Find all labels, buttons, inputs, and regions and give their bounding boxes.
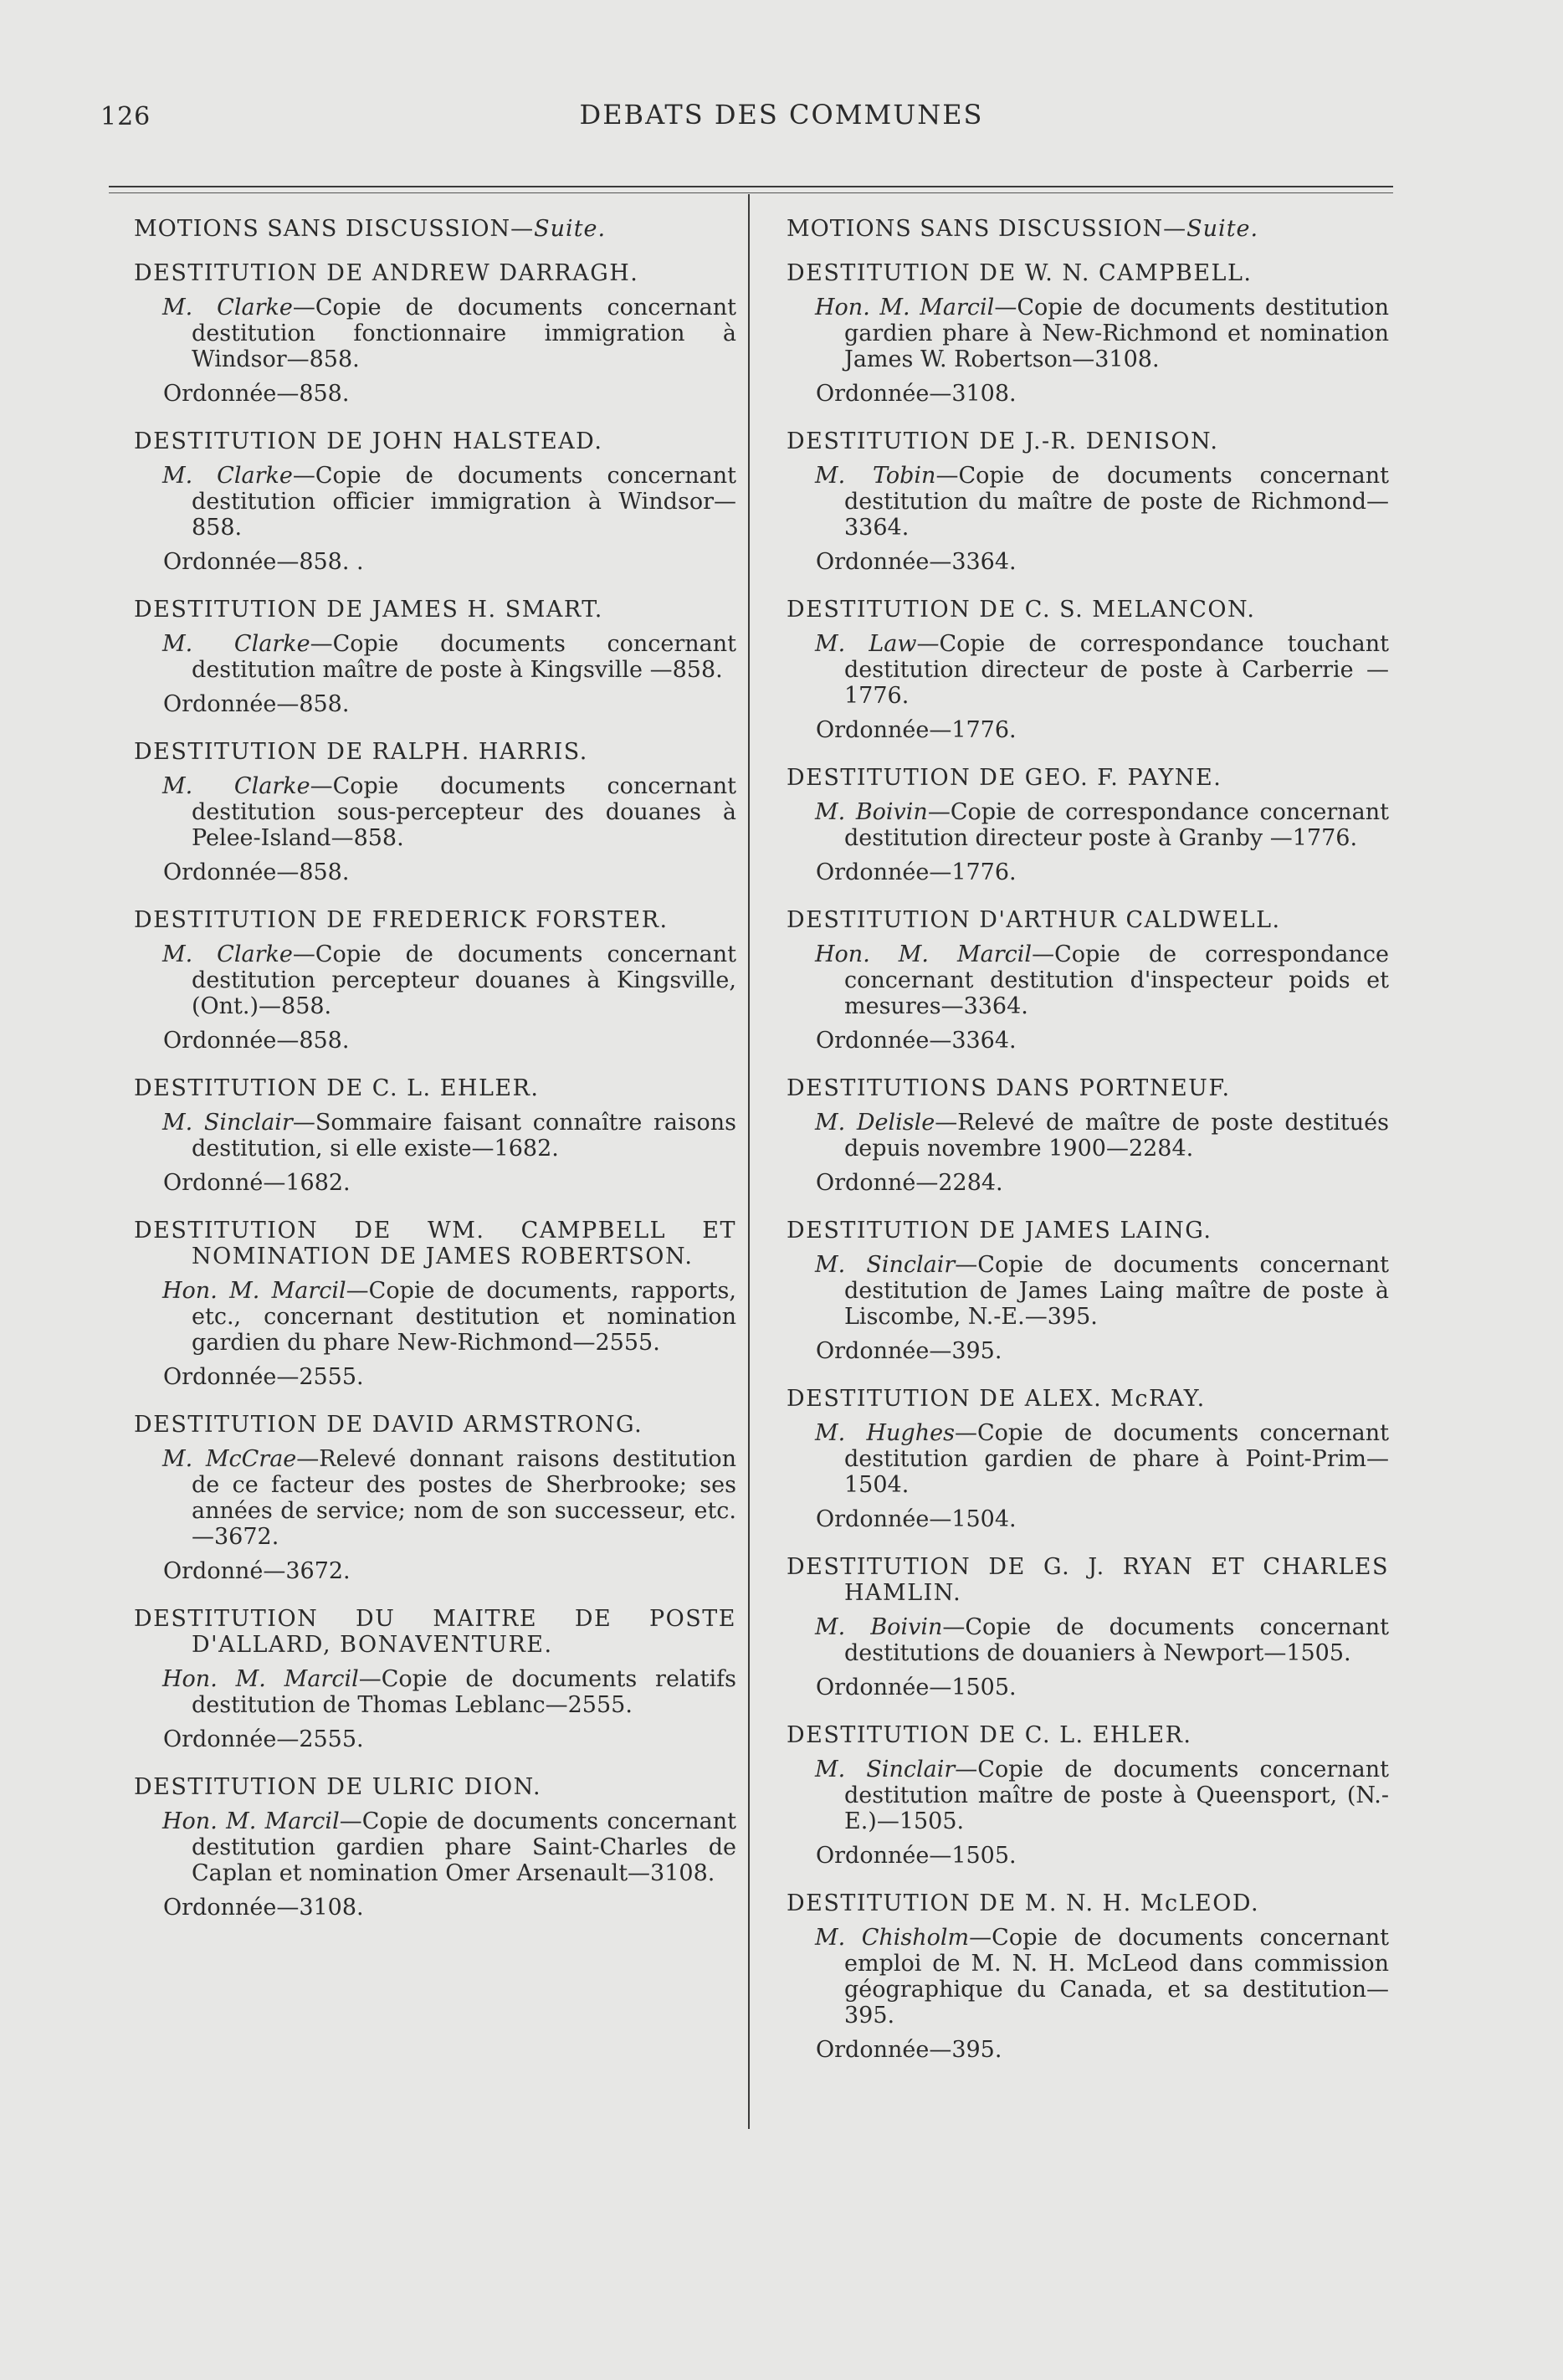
motion-entry	[787, 1218, 1389, 1364]
entry-motion	[134, 1446, 736, 1550]
entry-motion	[787, 1110, 1389, 1162]
speaker-name: M. Law	[815, 631, 917, 657]
entry-title: DESTITUTION DE ULRIC DION.	[134, 1774, 542, 1800]
order-line: Ordonnée—3108.	[163, 1895, 364, 1921]
motion-text: —Copie de correspondance concernant destitution d'inspecteur poids et mesures—3364.	[844, 941, 1389, 1019]
right-column	[787, 216, 1389, 2085]
motion-text: —Copie de documents concernant destitution officier immigration à Windsor—858.	[192, 463, 736, 541]
speaker-name: M. Sinclair	[815, 1252, 956, 1278]
entry-title: DESTITUTION DE ALEX. McRAY.	[787, 1386, 1206, 1412]
motion-entry	[134, 1774, 736, 1921]
motion-text: —Relevé donnant raisons destitution de ce facteur des postes de Sherbrooke; ses années de service; nom de son successeur, etc.—3672.	[192, 1446, 736, 1550]
motion-entry	[134, 1075, 736, 1196]
column-heading: MOTIONS SANS DISCUSSION—Suite.	[134, 216, 607, 242]
left-entries	[134, 260, 736, 1921]
motion-text: —Copie documents concernant destitution sous-percepteur des douanes à Pelee-Island—858.	[192, 773, 737, 851]
order-line: Ordonnée—3364.	[816, 549, 1017, 575]
entry-motion	[787, 631, 1389, 709]
entry-title: DESTITUTION DE JAMES LAING.	[787, 1218, 1212, 1244]
speaker-name: M. McCrae	[162, 1446, 297, 1472]
speaker-name: Hon. M. Marcil	[162, 1278, 346, 1304]
motion-text: —Copie de documents concernant destitution du maître de poste de Richmond—3364.	[844, 463, 1389, 541]
motion-entry	[787, 1722, 1389, 1869]
motion-entry	[134, 907, 736, 1054]
speaker-name: M. Clarke	[162, 463, 293, 489]
entry-title: DESTITUTION DE JOHN HALSTEAD.	[134, 428, 603, 454]
motion-text: —Copie de correspondance concernant destitution directeur poste à Granby —1776.	[844, 799, 1389, 851]
entry-title: DESTITUTION DU MAITRE DE POSTE D'ALLARD, BONAVENTURE.	[134, 1606, 736, 1658]
entry-title: DESTITUTION DE J.-R. DENISON.	[787, 428, 1219, 454]
left-column	[134, 216, 736, 1942]
speaker-name: M. Clarke	[162, 773, 310, 799]
motion-entry	[134, 428, 736, 575]
motion-entry	[134, 1218, 736, 1390]
motion-text: —Relevé de maître de poste destitués depuis novembre 1900—2284.	[844, 1110, 1390, 1162]
order-line: Ordonnée—3364.	[816, 1028, 1017, 1054]
speaker-name: M. Clarke	[162, 941, 293, 967]
entry-motion	[134, 463, 736, 541]
order-line: Ordonnée—858.	[163, 691, 350, 717]
order-line: Ordonnée—1776.	[816, 717, 1017, 743]
speaker-name: M. Delisle	[815, 1110, 935, 1136]
entry-title: DESTITUTION D'ARTHUR CALDWELL.	[787, 907, 1281, 933]
speaker-name: M. Boivin	[815, 1614, 943, 1640]
entry-title: DESTITUTION DE G. J. RYAN ET CHARLES HAMLIN.	[787, 1554, 1389, 1606]
motion-text: —Copie de documents concernant emploi de M. N. H. McLeod dans commission géographique du Canada, et sa destitution—395.	[844, 1925, 1390, 2029]
entry-title: DESTITUTION DE GEO. F. PAYNE.	[787, 765, 1222, 791]
order-line: Ordonnée—3108.	[816, 381, 1017, 407]
entry-motion	[134, 1808, 736, 1886]
entry-motion	[787, 941, 1389, 1019]
order-line: Ordonnée—2555.	[163, 1726, 364, 1752]
speaker-name: M. Tobin	[815, 463, 936, 489]
entry-motion	[787, 1925, 1389, 2029]
entry-motion	[134, 295, 736, 372]
motion-text: —Copie documents concernant destitution maître de poste à Kingsville —858.	[192, 631, 737, 683]
entry-motion	[134, 773, 736, 851]
entry-title: DESTITUTION DE C. L. EHLER.	[787, 1722, 1192, 1748]
speaker-name: Hon. M. Marcil	[162, 1808, 340, 1834]
order-line: Ordonnée—858.	[163, 1028, 350, 1054]
motion-text: —Copie de documents concernant destitution gardien phare Saint-Charles de Caplan et nomination Omer Arsenault—3108.	[192, 1808, 736, 1886]
motion-entry	[787, 907, 1389, 1054]
motion-entry	[787, 597, 1389, 743]
motion-text: —Copie de documents concernant destitution fonctionnaire immigration à Windsor—858.	[192, 295, 736, 372]
motion-text: —Copie de documents concernant destitution gardien de phare à Point-Prim—1504.	[844, 1420, 1389, 1498]
motion-entry	[787, 428, 1389, 575]
motion-entry	[787, 1075, 1389, 1196]
entry-motion	[134, 631, 736, 683]
motion-text: —Copie de documents concernant destitution percepteur douanes à Kingsville, (Ont.)—858.	[192, 941, 736, 1019]
order-line: Ordonnée—858.	[163, 859, 350, 885]
header-rule	[109, 186, 1393, 187]
column-divider	[748, 194, 750, 2129]
entry-title: DESTITUTION DE RALPH. HARRIS.	[134, 739, 588, 765]
motion-entry	[134, 1412, 736, 1584]
motion-entry	[787, 1890, 1389, 2063]
entry-title: DESTITUTION DE WM. CAMPBELL ET NOMINATION DE JAMES ROBERTSON.	[134, 1218, 736, 1270]
motion-entry	[787, 1554, 1389, 1700]
entry-title: DESTITUTION DE M. N. H. McLEOD.	[787, 1890, 1260, 1916]
right-entries	[787, 260, 1389, 2063]
speaker-name: M. Clarke	[162, 295, 293, 321]
entry-motion	[787, 799, 1389, 851]
entry-motion	[134, 1110, 736, 1162]
entry-motion	[134, 1666, 736, 1718]
entry-title: DESTITUTION DE C. L. EHLER.	[134, 1075, 540, 1101]
order-line: Ordonné—2284.	[816, 1170, 1003, 1196]
entry-title: DESTITUTION DE C. S. MELANCON.	[787, 597, 1256, 623]
motion-entry	[134, 597, 736, 717]
running-title: DEBATS DES COMMUNES	[579, 99, 984, 131]
speaker-name: M. Boivin	[815, 799, 928, 825]
column-heading: MOTIONS SANS DISCUSSION—Suite.	[787, 216, 1259, 242]
entry-motion	[787, 1420, 1389, 1498]
order-line: Ordonnée—395.	[816, 2037, 1002, 2063]
speaker-name: M. Sinclair	[815, 1757, 956, 1782]
motion-text: —Copie de documents, rapports, etc., concernant destitution et nomination gardien du phare New-Richmond—2555.	[192, 1278, 736, 1356]
entry-title: DESTITUTION DE ANDREW DARRAGH.	[134, 260, 639, 286]
motion-entry	[134, 1606, 736, 1752]
motion-entry	[787, 765, 1389, 885]
order-line: Ordonnée—2555.	[163, 1364, 364, 1390]
entry-motion	[787, 295, 1389, 372]
header-rule-thin	[109, 192, 1393, 193]
order-line: Ordonnée—858.	[163, 381, 350, 407]
order-line: Ordonnée—1505.	[816, 1843, 1017, 1869]
speaker-name: Hon. M. Marcil	[162, 1666, 359, 1692]
order-line: Ordonnée—858. .	[163, 549, 364, 575]
entry-motion	[134, 941, 736, 1019]
entry-title: DESTITUTIONS DANS PORTNEUF.	[787, 1075, 1231, 1101]
order-line: Ordonnée—1505.	[816, 1675, 1017, 1700]
speaker-name: Hon. M. Marcil	[815, 295, 995, 321]
speaker-name: M. Clarke	[162, 631, 310, 657]
motion-text: —Copie de documents destitution gardien phare à New-Richmond et nomination James W. Robertson—3108.	[844, 295, 1389, 372]
entry-motion	[787, 463, 1389, 541]
order-line: Ordonnée—1776.	[816, 859, 1017, 885]
motion-text: —Sommaire faisant connaître raisons destitution, si elle existe—1682.	[192, 1110, 737, 1162]
motion-entry	[787, 1386, 1389, 1532]
motion-text: —Copie de documents concernant destitution maître de poste à Queensport, (N.-E.)—1505.	[844, 1757, 1390, 1834]
entry-motion	[787, 1614, 1389, 1666]
entry-motion	[787, 1757, 1389, 1834]
order-line: Ordonnée—1504.	[816, 1506, 1017, 1532]
speaker-name: Hon. M. Marcil	[815, 941, 1033, 967]
entry-motion	[787, 1252, 1389, 1330]
motion-text: —Copie de correspondance touchant destitution directeur de poste à Carberrie —1776.	[844, 631, 1389, 709]
speaker-name: M. Sinclair	[162, 1110, 293, 1136]
entry-motion	[134, 1278, 736, 1356]
entry-title: DESTITUTION DE FREDERICK FORSTER.	[134, 907, 669, 933]
motion-entry	[787, 260, 1389, 407]
entry-title: DESTITUTION DE W. N. CAMPBELL.	[787, 260, 1253, 286]
motion-text: —Copie de documents relatifs destitution de Thomas Leblanc—2555.	[192, 1666, 737, 1718]
motion-entry	[134, 739, 736, 885]
motion-entry	[134, 260, 736, 407]
order-line: Ordonné—3672.	[163, 1558, 351, 1584]
motion-text: —Copie de documents concernant destitution de James Laing maître de poste à Liscombe, N.-E.—395.	[844, 1252, 1390, 1330]
speaker-name: M. Hughes	[815, 1420, 955, 1446]
order-line: Ordonné—1682.	[163, 1170, 351, 1196]
speaker-name: M. Chisholm	[815, 1925, 970, 1951]
motion-text: —Copie de documents concernant destitutions de douaniers à Newport—1505.	[844, 1614, 1389, 1666]
order-line: Ordonnée—395.	[816, 1338, 1002, 1364]
entry-title: DESTITUTION DE JAMES H. SMART.	[134, 597, 603, 623]
entry-title: DESTITUTION DE DAVID ARMSTRONG.	[134, 1412, 643, 1438]
page-number: 126	[100, 102, 151, 131]
